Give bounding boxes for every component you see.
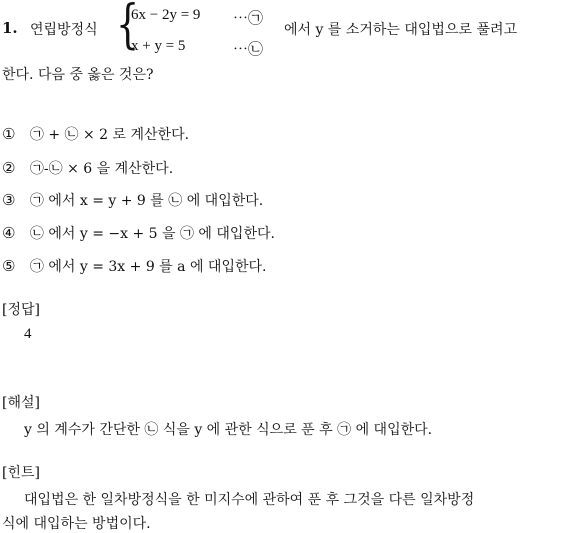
question-after-system: 에서 y 를 소거하는 대입법으로 풀려고 [284,22,518,38]
option-2-text: ㉠-㉡ × 6 을 계산한다. [29,161,174,177]
option-3 [2,190,263,210]
option-1-text: ㉠ + ㉡ × 2 로 계산한다. [29,127,190,143]
option-4 [2,223,275,243]
equation-2: x + y = 5 [131,38,186,54]
option-5-text: ㉠ 에서 y = 3x + 9 를 a 에 대입한다. [29,259,267,275]
option-4-text: ㉡ 에서 y = −x + 5 을 ㉠ 에 대입한다. [29,226,275,242]
question-number: 1. [2,19,18,37]
explanation-text: y 의 계수가 간단한 ㉡ 식을 y 에 관한 식으로 푼 후 ㉠ 에 대입한다. [24,422,433,438]
hint-line-2: 식에 대입하는 방법이다. [2,516,151,532]
option-1 [2,124,189,144]
equation-2-tag: ⋯㉡ [233,42,264,58]
answer-value: 4 [24,326,32,342]
hint-label: [힌트] [2,465,40,481]
option-5-marker: ⑤ [2,257,16,275]
answer-label: [정답] [2,302,40,318]
option-4-marker: ④ [2,224,16,242]
system-brace: { [116,0,140,55]
equation-1-tag: ⋯㉠ [233,11,264,27]
option-3-marker: ③ [2,191,16,209]
option-3-text: ㉠ 에서 x = y + 9 를 ㉡ 에 대입한다. [29,193,264,209]
option-2 [2,158,173,178]
explanation-label: [해설] [2,395,40,411]
option-2-marker: ② [2,159,16,177]
question-lead: 연립방정식 [30,22,98,38]
option-1-marker: ① [2,125,16,143]
equation-1: 6x − 2y = 9 [131,7,201,23]
hint-line-1: 대입법은 한 일차방정식을 한 미지수에 관하여 푼 후 그것을 다른 일차방정 [24,492,475,508]
question-line-2: 한다. 다음 중 옳은 것은? [2,67,154,83]
option-5 [2,256,266,276]
